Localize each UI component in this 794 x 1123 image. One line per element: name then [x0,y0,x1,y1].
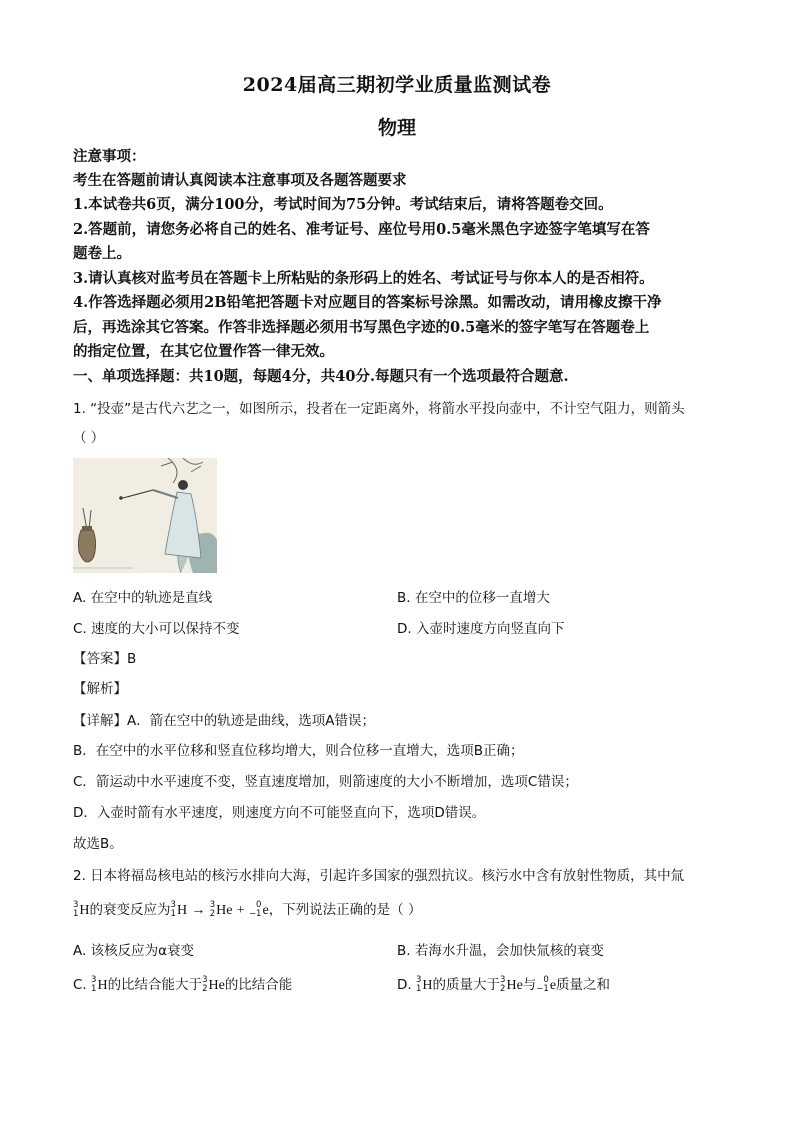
notice-item-2-cont: 题卷上。 [73,245,131,262]
pot-neck [82,526,92,531]
q2-option-a[interactable]: A. 该核反应为α衰变 [73,943,194,959]
nuclide-h-2: 3 1 H [170,900,188,919]
q1-detail-d: D．入壶时箭有水平速度，则速度方向不可能竖直向下，选项D错误。 [73,805,486,821]
q1-answer: 【答案】B [73,651,137,667]
q1-stem: 1. “投壶”是古代六艺之一，如图所示，投者在一定距离外，将箭水平投向壶中，不计空气阻力，则箭头 [73,401,685,417]
nuclide-electron: 0 −1 e [248,900,269,919]
arrow-tip [119,496,123,500]
q1-blank: （ ） [73,430,105,446]
q1-option-d[interactable]: D. 入壶时速度方向竖直向下 [397,621,565,637]
subject-title: 物理 [377,117,416,139]
q2-option-c[interactable]: C. 3 1 H的比结合能大于 3 2 He的比结合能 [73,975,293,994]
notice-item-1: 1.本试卷共6页，满分100分，考试时间为75分钟。考试结束后，请将答题卷交回。 [73,196,613,213]
plus-sign: + [236,903,245,918]
nuclide-he: 3 2 He [209,900,233,919]
q1-detail-a: 【详解】A．箭在空中的轨迹是曲线，选项A错误； [73,713,375,729]
notice-intro: 考生在答题前请认真阅读本注意事项及各题答题要求 [73,172,407,189]
q2-stem: 2. 日本将福岛核电站的核污水排向大海，引起许多国家的强烈抗议。核污水中含有放射性物质，其中氚 [73,868,685,884]
q2-option-d[interactable]: D. 3 1 H的质量大于 3 2 He与 0 −1 e质量之和 [397,975,611,994]
exam-title: 2024届高三期初学业质量监测试卷 [242,74,552,96]
q1-option-a[interactable]: A. 在空中的轨迹是直线 [73,590,213,606]
q1-detail-b: B．在空中的水平位移和竖直位移均增大，则合位移一直增大，选项B正确； [73,743,524,759]
notice-item-4: 4.作答选择题必须用2B铅笔把答题卡对应题目的答案标号涂黑。如需改动，请用橡皮擦干净 [73,294,662,311]
q2-stem-equation-line: 3 1 H的衰变反应为 3 1 H → 3 2 He + 0 −1 e，下列说法正确的是（ ） [73,899,733,922]
q1-option-c[interactable]: C. 速度的大小可以保持不变 [73,621,240,637]
q2-option-b[interactable]: B. 若海水升温，会加快氚核的衰变 [397,943,604,959]
touhu-illustration [73,458,217,573]
q1-option-b[interactable]: B. 在空中的位移一直增大 [397,590,550,606]
reaction-arrow: → [191,903,206,918]
nuclide-h-1: 3 1 H [73,900,90,919]
section-heading: 一、单项选择题：共10题，每题4分，共40分.每题只有一个选项最符合题意. [73,368,569,385]
notice-item-2: 2.答题前，请您务必将自己的姓名、准考证号、座位号用0.5毫米黑色字迹签字笔填写在答 [73,221,650,238]
q1-conclusion: 故选B。 [73,836,123,852]
figure-head [178,480,188,490]
notice-item-4-cont: 后，再选涂其它答案。作答非选择题必须用书写黑色字迹的0.5毫米的签字笔写在答题卷上 [73,319,650,336]
notice-heading: 注意事项： [73,148,146,165]
q1-analysis-tag: 【解析】 [73,681,127,697]
notice-item-3: 3.请认真核对监考员在答题卡上所粘贴的条形码上的姓名、考试证号与你本人的是否相符。 [73,270,654,287]
q1-detail-c: C．箭运动中水平速度不变，竖直速度增加，则箭速度的大小不断增加，选项C错误； [73,774,578,790]
notice-item-4-end: 的指定位置，在其它位置作答一律无效。 [73,343,334,360]
